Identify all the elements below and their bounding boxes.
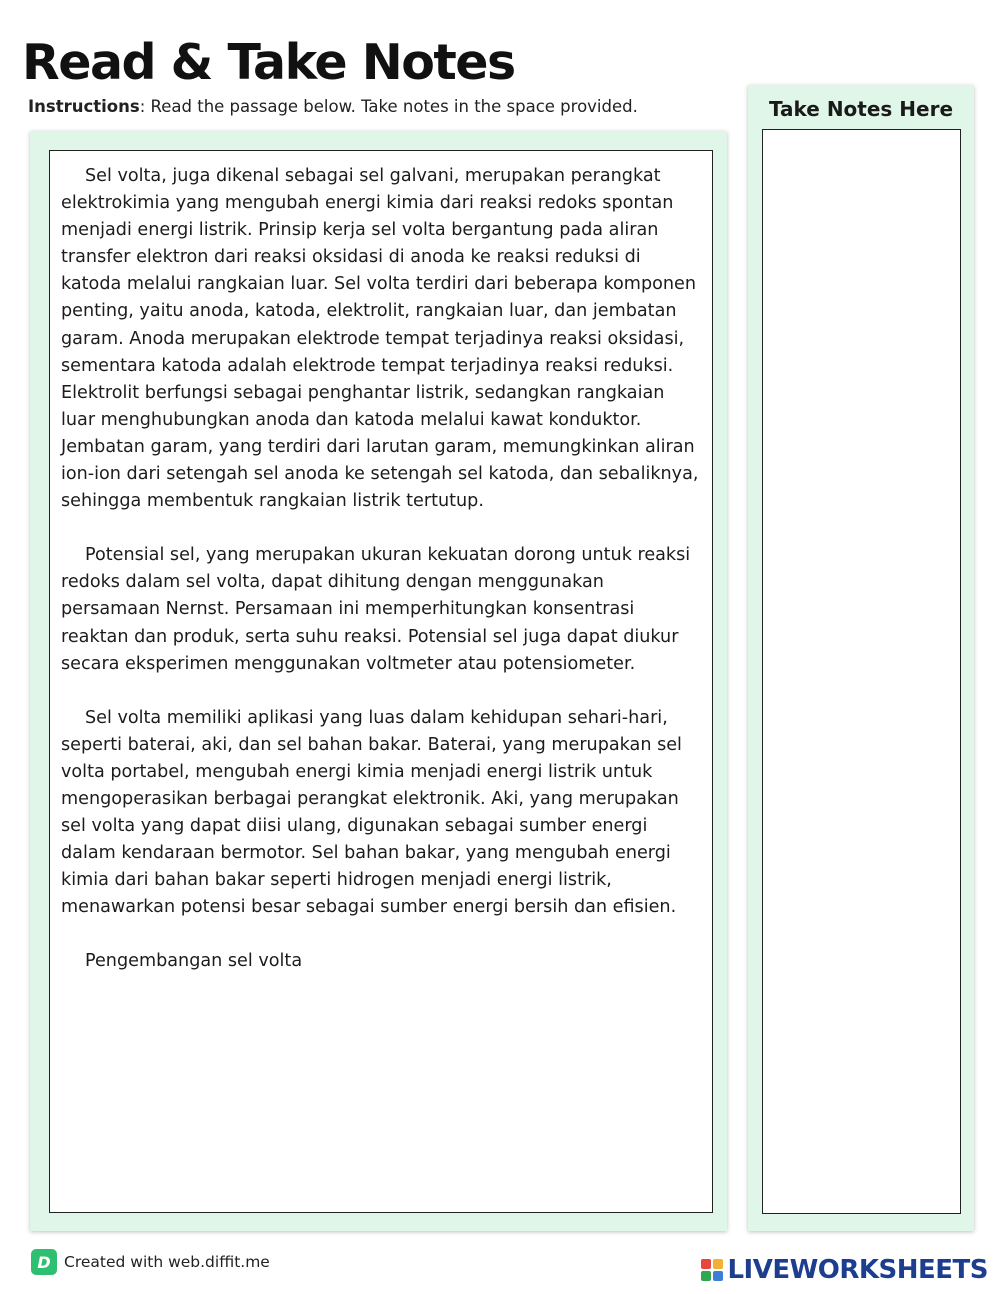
liveworksheets-wordmark: LIVEWORKSHEETS bbox=[727, 1255, 988, 1285]
instructions-label: Instructions bbox=[28, 97, 140, 116]
passage-paragraph-3: Sel volta memiliki aplikasi yang luas dalam kehidupan sehari-hari, seperti baterai, aki, dan sel bahan bakar. Baterai, yang merupakan sel volta portabel, mengubah energi kimia menjadi energi listrik untuk mengoperasikan berbagai perangkat elektronik. Aki, yang merupakan sel volta yang dapat diisi ulang, digunakan sebagai sumber energi dalam kendaraan bermotor. Sel bahan bakar, yang mengubah energi kimia dari bahan bakar seperti hidrogen menjadi energi listrik, menawarkan potensi besar sebagai sumber energi bersih dan efisien. bbox=[61, 707, 682, 918]
passage-paragraph-2: Potensial sel, yang merupakan ukuran kekuatan dorong untuk reaksi redoks dalam sel volta, dapat dihitung dengan menggunakan persamaan Nernst. Persamaan ini memperhitungkan konsentrasi reaktan dan produk, serta suhu reaksi. Potensial sel juga dapat diukur secara eksperimen menggunakan voltmeter atau potensiometer. bbox=[61, 545, 691, 674]
instructions bbox=[28, 97, 638, 116]
liveworksheets-logo[interactable] bbox=[701, 1255, 988, 1285]
passage-panel bbox=[30, 131, 727, 1231]
created-with-text: Created with web.diffit.me bbox=[64, 1253, 270, 1271]
diffit-credit[interactable] bbox=[31, 1249, 270, 1275]
instructions-text: : Read the passage below. Take notes in the space provided. bbox=[139, 97, 638, 116]
passage-box bbox=[49, 150, 713, 1213]
notes-textarea[interactable] bbox=[762, 129, 961, 1214]
page-title: Read & Take Notes bbox=[22, 34, 515, 91]
diffit-logo-icon: D bbox=[31, 1249, 57, 1275]
passage-paragraph-4: Pengembangan sel volta bbox=[85, 951, 303, 972]
notes-panel bbox=[748, 85, 974, 1231]
notes-title: Take Notes Here bbox=[768, 97, 954, 121]
liveworksheets-blocks-icon bbox=[701, 1259, 723, 1281]
passage-paragraph-1: Sel volta, juga dikenal sebagai sel galvani, merupakan perangkat elektrokimia yang mengubah energi kimia dari reaksi redoks spontan menjadi energi listrik. Prinsip kerja sel volta bergantung pada aliran transfer elektron dari reaksi oksidasi di anoda ke reaksi reduksi di katoda melalui rangkaian luar. Sel volta terdiri dari beberapa komponen penting, yaitu anoda, katoda, elektrolit, rangkaian luar, dan jembatan garam. Anoda merupakan elektrode tempat terjadinya reaksi oksidasi, sementara katoda adalah elektrode tempat terjadinya reaksi reduksi. Elektrolit berfungsi sebagai penghantar listrik, sedangkan rangkaian luar menghubungkan anoda dan katoda melalui kawat konduktor. Jembatan garam, yang terdiri dari larutan garam, memungkinkan aliran ion-ion dari setengah sel anoda ke setengah sel katoda, dan sebaliknya, sehingga membentuk rangkaian listrik tertutup. bbox=[61, 166, 699, 512]
